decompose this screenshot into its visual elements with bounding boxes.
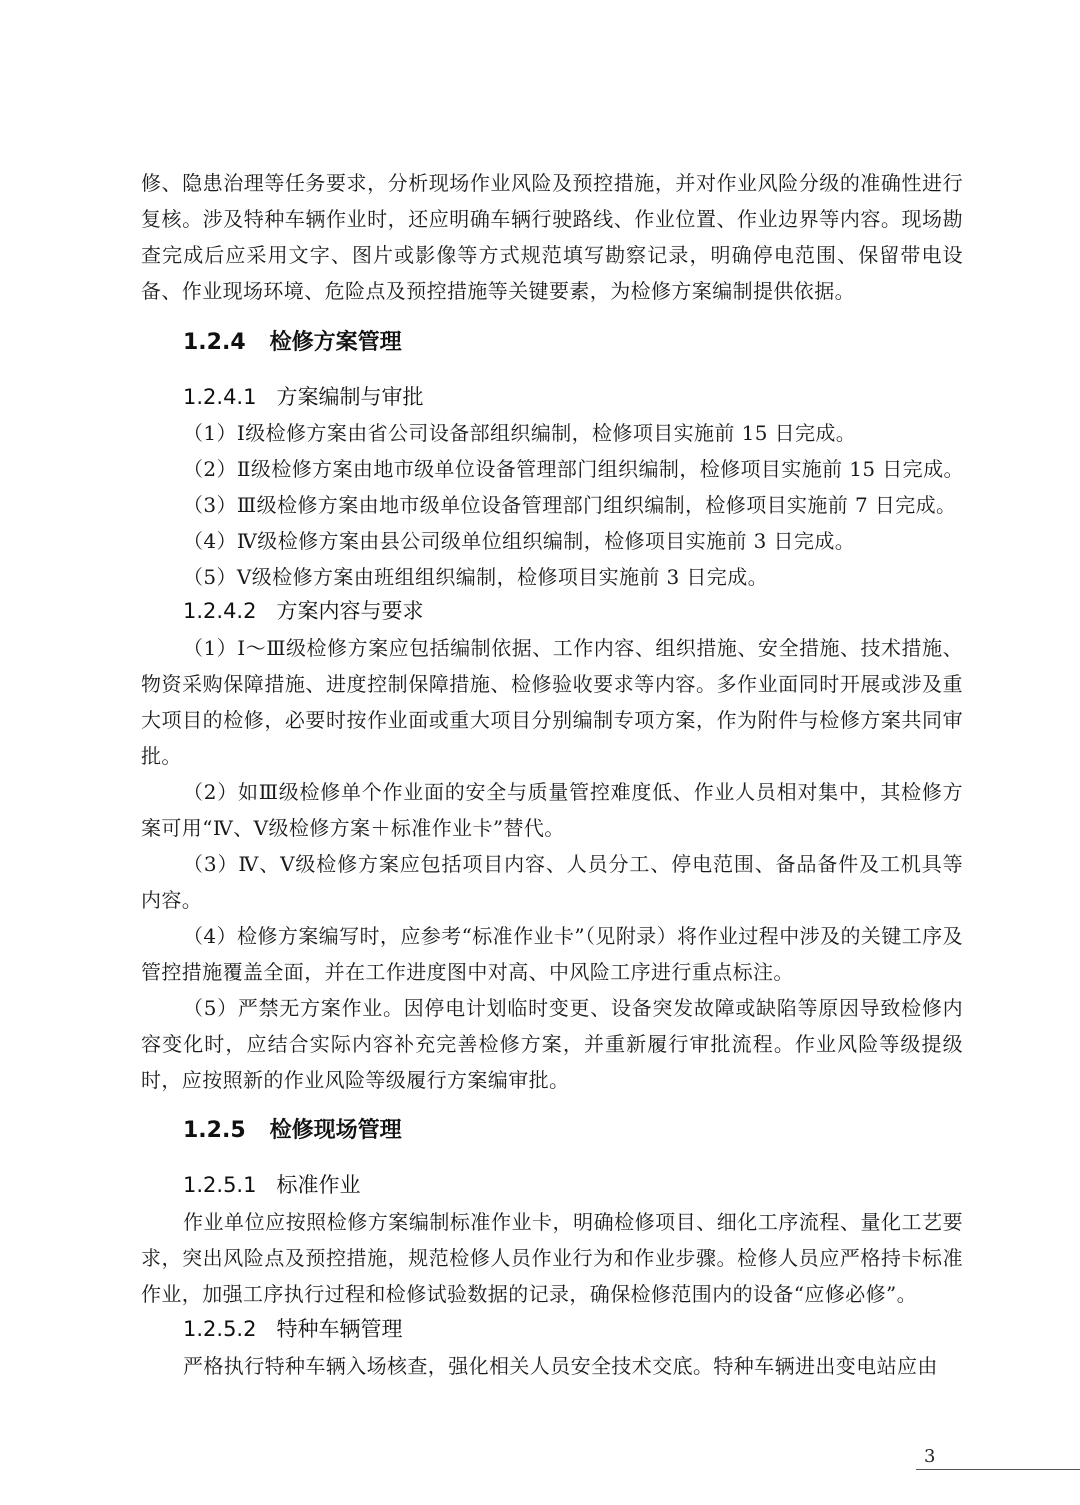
section-heading-1-2-5 [183,1116,402,1146]
section-number: 1.2.4 [183,330,246,355]
list-paragraph: （2）如Ⅲ级检修单个作业面的安全与质量管控难度低、作业人员相对集中，其检修方案可用“Ⅳ、Ⅴ级检修方案＋标准作业卡”替代。 [141,780,963,840]
special-vehicle-paragraph [141,1348,963,1384]
section-number: 1.2.5 [183,1118,246,1143]
subsection-heading-1-2-5-1 [183,1170,360,1200]
subsection-title: 方案编制与审批 [276,385,424,409]
standard-operation-paragraph [141,1204,963,1312]
list-item: （3）Ⅲ级检修方案由地市级单位设备管理部门组织编制，检修项目实施前 7 日完成。 [183,493,957,517]
subsection-number: 1.2.4.1 [183,385,257,409]
subsection-number: 1.2.4.2 [183,599,257,623]
section-title: 检修现场管理 [269,1118,402,1143]
list-paragraph: （4）检修方案编写时，应参考“标准作业卡”（见附录）将作业过程中涉及的关键工序及管控措施覆盖全面，并在工作进度图中对高、中风险工序进行重点标注。 [141,924,963,984]
paragraph-text: 严格执行特种车辆入场核查，强化相关人员安全技术交底。特种车辆进出变电站应由 [183,1354,938,1378]
section-title: 检修方案管理 [269,330,402,355]
paragraph-text: 修、隐患治理等任务要求，分析现场作业风险及预控措施，并对作业风险分级的准确性进行复核。涉及特种车辆作业时，还应明确车辆行驶路线、作业位置、作业边界等内容。现场勘查完成后应采用文字、图片或影像等方式规范填写勘察记录，明确停电范围、保留带电设备、作业现场环境、危险点及预控措施等关键要素，为检修方案编制提供依据。 [141,171,963,303]
requirements-list [141,630,963,1098]
subsection-title: 方案内容与要求 [276,599,424,623]
subsection-number: 1.2.5.1 [183,1173,257,1197]
intro-paragraph [141,165,963,309]
subsection-title: 标准作业 [276,1173,361,1197]
list-item: （4）Ⅳ级检修方案由县公司级单位组织编制，检修项目实施前 3 日完成。 [183,529,856,553]
page-number: 3 [924,1446,936,1467]
list-paragraph: （3）Ⅳ、Ⅴ级检修方案应包括项目内容、人员分工、停电范围、备品备件及工机具等内容。 [141,852,963,912]
subsection-heading-1-2-4-1 [183,382,423,412]
subsection-title: 特种车辆管理 [276,1317,403,1341]
paragraph-text: 作业单位应按照检修方案编制标准作业卡，明确检修项目、细化工序流程、量化工艺要求，突出风险点及预控措施，规范检修人员作业行为和作业步骤。检修人员应严格持卡标准作业，加强工序执行过程和检修试验数据的记录，确保检修范围内的设备“应修必修”。 [141,1210,963,1306]
list-item: （2）Ⅱ级检修方案由地市级单位设备管理部门组织编制，检修项目实施前 15 日完成。 [183,457,964,481]
footer-rule [916,1469,1080,1470]
section-heading-1-2-4 [183,328,402,358]
subsection-heading-1-2-5-2 [183,1314,402,1344]
list-paragraph: （1）Ⅰ～Ⅲ级检修方案应包括编制依据、工作内容、组织措施、安全措施、技术措施、物资采购保障措施、进度控制保障措施、检修验收要求等内容。多作业面同时开展或涉及重大项目的检修，必要时按作业面或重大项目分别编制专项方案，作为附件与检修方案共同审批。 [141,636,963,768]
list-item: （5）Ⅴ级检修方案由班组组织编制，检修项目实施前 3 日完成。 [183,565,769,589]
subsection-number: 1.2.5.2 [183,1317,257,1341]
list-item: （1）Ⅰ级检修方案由省公司设备部组织编制，检修项目实施前 15 日完成。 [183,421,857,445]
list-paragraph: （5）严禁无方案作业。因停电计划临时变更、设备突发故障或缺陷等原因导致检修内容变化时，应结合实际内容补充完善检修方案，并重新履行审批流程。作业风险等级提级时，应按照新的作业风险等级履行方案编审批。 [141,996,963,1092]
subsection-heading-1-2-4-2 [183,596,423,626]
